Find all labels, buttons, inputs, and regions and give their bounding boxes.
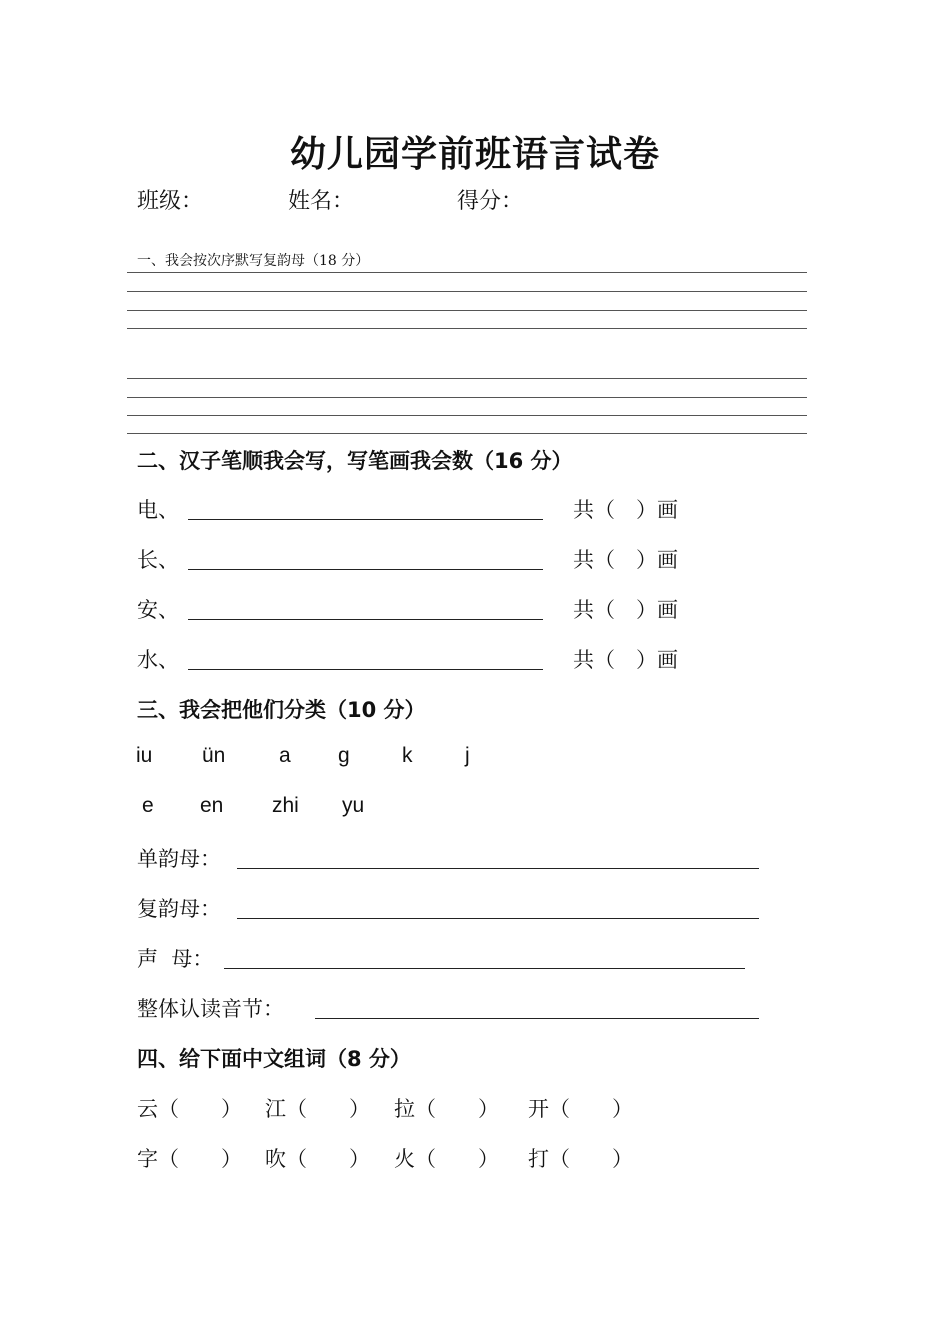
name-label: 姓名： (288, 189, 355, 214)
pinyin-item: k (402, 744, 413, 767)
stroke-count: 共（ ）画 (573, 498, 678, 522)
writing-line (127, 378, 807, 379)
writing-line (127, 397, 807, 398)
stroke-row-char: 安、 (137, 598, 179, 622)
section2-heading: 二、汉子笔顺我会写，写笔画我会数（16 分） (137, 449, 573, 473)
answer-blank[interactable] (237, 868, 759, 869)
page-title: 幼儿园学前班语言试卷 (289, 133, 660, 175)
section1-heading: 一、我会按次序默写复韵母（18 分） (137, 253, 370, 269)
writing-line (127, 310, 807, 311)
pinyin-item: a (279, 744, 291, 767)
answer-blank[interactable] (237, 918, 759, 919)
category-label-initials: 声 母： (137, 947, 214, 971)
answer-blank[interactable] (188, 569, 543, 570)
pinyin-item: g (338, 744, 350, 767)
pinyin-item: ün (202, 744, 226, 767)
writing-line (127, 415, 807, 416)
class-label: 班级： (137, 189, 204, 214)
category-label-whole-syllables: 整体认读音节： (137, 997, 284, 1021)
section3-heading: 三、我会把他们分类（10 分） (137, 698, 426, 722)
word-item[interactable]: 火（ ） (394, 1147, 499, 1171)
stroke-row-char: 长、 (137, 548, 179, 572)
answer-blank[interactable] (188, 519, 543, 520)
stroke-count: 共（ ）画 (573, 548, 678, 572)
stroke-row-char: 水、 (137, 648, 179, 672)
answer-blank[interactable] (315, 1018, 759, 1019)
answer-blank[interactable] (224, 968, 745, 969)
word-item[interactable]: 打（ ） (528, 1147, 633, 1171)
writing-line (127, 328, 807, 329)
stroke-count: 共（ ）画 (573, 598, 678, 622)
word-item[interactable]: 江（ ） (265, 1097, 370, 1121)
section4-heading: 四、给下面中文组词（8 分） (137, 1047, 411, 1071)
stroke-row-char: 电、 (137, 498, 179, 522)
pinyin-item: zhi (272, 794, 299, 817)
word-item[interactable]: 字（ ） (137, 1147, 242, 1171)
word-item[interactable]: 吹（ ） (265, 1147, 370, 1171)
writing-line (127, 272, 807, 273)
category-label-compound-finals: 复韵母： (137, 897, 221, 921)
pinyin-item: j (465, 744, 470, 767)
score-label: 得分： (457, 189, 524, 214)
pinyin-item: iu (136, 744, 153, 767)
writing-line (127, 433, 807, 434)
word-item[interactable]: 云（ ） (137, 1097, 242, 1121)
word-item[interactable]: 开（ ） (528, 1097, 633, 1121)
pinyin-item: en (200, 794, 224, 817)
answer-blank[interactable] (188, 669, 543, 670)
writing-line (127, 291, 807, 292)
pinyin-item: yu (342, 794, 365, 817)
answer-blank[interactable] (188, 619, 543, 620)
stroke-count: 共（ ）画 (573, 648, 678, 672)
category-label-single-finals: 单韵母： (137, 847, 221, 871)
word-item[interactable]: 拉（ ） (394, 1097, 499, 1121)
pinyin-item: e (142, 794, 154, 817)
